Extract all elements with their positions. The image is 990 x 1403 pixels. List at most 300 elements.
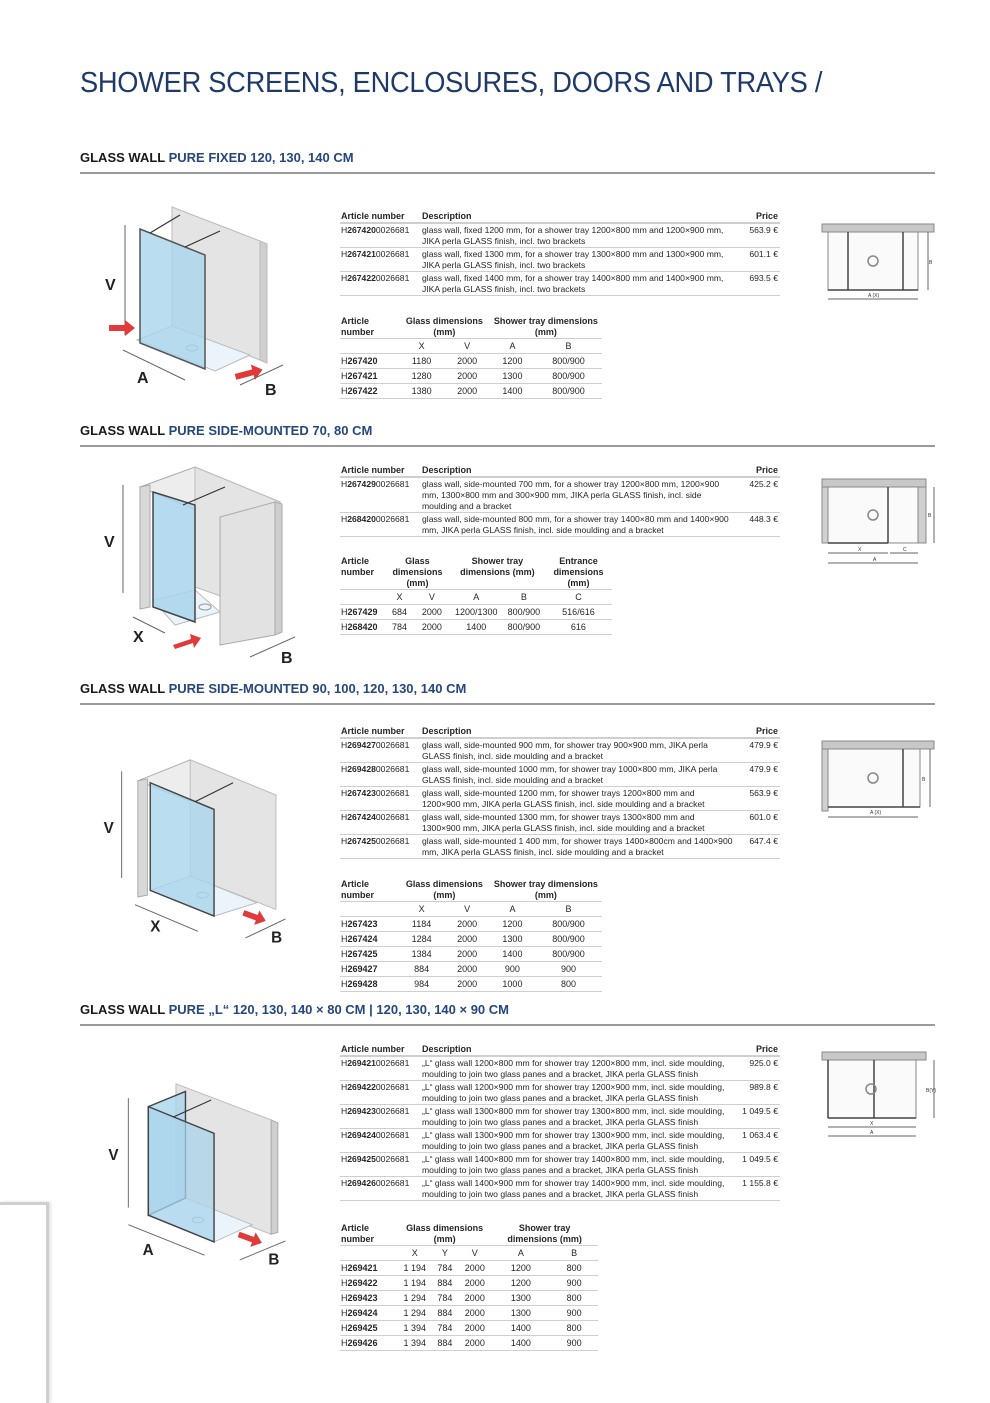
article-description: glass wall, side-mounted 1300 mm, for shower trays 1300×800 mm and 1300×900 mm, JIKA perla GLASS finish, incl. side moulding and a bracket bbox=[421, 811, 737, 835]
table-row bbox=[340, 763, 780, 787]
table-row bbox=[340, 1291, 598, 1306]
dim-col-label: V bbox=[444, 339, 490, 354]
table-row bbox=[340, 1261, 598, 1276]
dim-value: 784 bbox=[385, 620, 414, 635]
dim-col-label: V bbox=[414, 590, 450, 605]
article-suffix: 0026681 bbox=[375, 249, 410, 259]
diagram-label: X bbox=[870, 1121, 874, 1127]
diagram-label: X bbox=[133, 629, 144, 646]
article-code: 269428 bbox=[347, 979, 378, 989]
dimension-table bbox=[340, 556, 612, 635]
dim-value: 2000 bbox=[444, 917, 490, 932]
table-row bbox=[340, 835, 780, 859]
diagram-label: B bbox=[922, 777, 926, 783]
dim-value: 1184 bbox=[399, 917, 445, 932]
diagram-label: A (X) bbox=[870, 810, 882, 816]
plan-diagram bbox=[818, 475, 943, 570]
article-prefix: H bbox=[341, 1106, 348, 1116]
diagram-label: V bbox=[108, 1146, 119, 1164]
dim-value: 800/900 bbox=[535, 947, 602, 962]
dim-col-label: C bbox=[545, 590, 612, 605]
table-row bbox=[340, 947, 602, 962]
page-corner-bracket bbox=[0, 1202, 49, 1403]
article-number bbox=[340, 811, 421, 835]
article-prefix: H bbox=[341, 1263, 348, 1273]
dimension-table bbox=[340, 879, 602, 992]
heading-highlight: PURE FIXED 120, 130, 140 CM bbox=[168, 150, 354, 165]
diagram-shape bbox=[828, 487, 918, 543]
plan-diagram bbox=[818, 732, 943, 827]
article-prefix: H bbox=[341, 764, 348, 774]
article-number bbox=[340, 272, 421, 296]
article-code: 269425 bbox=[347, 1323, 378, 1333]
dim-value: 800 bbox=[550, 1261, 598, 1276]
article-price: 1 063.4 € bbox=[737, 1129, 780, 1153]
table-row bbox=[340, 1056, 780, 1081]
col-header-description: Description bbox=[421, 726, 737, 738]
dim-value: 1200 bbox=[491, 1261, 550, 1276]
dim-value: 800/900 bbox=[535, 917, 602, 932]
dim-value: 1300 bbox=[491, 1306, 550, 1321]
article-suffix: 0026681 bbox=[375, 812, 410, 822]
article-table bbox=[340, 726, 780, 859]
diagram-shape bbox=[822, 749, 828, 811]
article-suffix: 0026681 bbox=[375, 1106, 410, 1116]
article-table bbox=[340, 211, 780, 296]
article-code: 267421 bbox=[347, 371, 378, 381]
dim-col-label: B bbox=[535, 339, 602, 354]
dim-value: 1000 bbox=[490, 977, 535, 992]
dim-col-label: Y bbox=[432, 1246, 459, 1261]
dimension-table bbox=[340, 316, 602, 399]
dim-header-group: Shower tray dimensions (mm) bbox=[491, 1223, 598, 1246]
table-row bbox=[340, 605, 612, 620]
article-prefix: H bbox=[341, 964, 348, 974]
isometric-diagram bbox=[95, 740, 295, 955]
table-row bbox=[340, 1276, 598, 1291]
dim-value: 2000 bbox=[414, 605, 450, 620]
article-description: „L“ glass wall 1400×800 mm for shower tray 1400×800 mm, incl. side moulding, moulding to join two glass panes and a bracket, JIKA perla GLASS finish bbox=[421, 1153, 737, 1177]
dim-value: 1 194 bbox=[398, 1276, 432, 1291]
table-row bbox=[340, 354, 602, 369]
table-row bbox=[340, 811, 780, 835]
article-code: 267425 bbox=[347, 949, 378, 959]
article-number bbox=[340, 763, 421, 787]
article-price: 1 049.5 € bbox=[737, 1153, 780, 1177]
dim-header-group: Glass dimensions (mm) bbox=[399, 316, 490, 339]
article-prefix: H bbox=[341, 934, 348, 944]
article-prefix: H bbox=[341, 622, 348, 632]
article-number bbox=[340, 384, 399, 399]
article-description: „L“ glass wall 1300×800 mm for shower tray 1300×800 mm, incl. side moulding, moulding to join two glass panes and a bracket, JIKA perla GLASS finish bbox=[421, 1105, 737, 1129]
heading-prefix: GLASS WALL bbox=[80, 1002, 165, 1017]
dim-value: 784 bbox=[432, 1291, 459, 1306]
article-number bbox=[340, 1081, 421, 1105]
article-description: „L“ glass wall 1400×900 mm for shower tray 1400×900 mm, incl. side moulding, moulding to join two glass panes and a bracket, JIKA perla GLASS finish bbox=[421, 1177, 737, 1201]
table-row bbox=[340, 1177, 780, 1201]
dim-value: 1300 bbox=[491, 1291, 550, 1306]
entry-arrow bbox=[173, 634, 201, 649]
dim-value: 1384 bbox=[399, 947, 445, 962]
article-number bbox=[340, 605, 385, 620]
dim-header-group: Shower tray dimensions (mm) bbox=[490, 316, 602, 339]
article-number bbox=[340, 248, 421, 272]
col-header-description: Description bbox=[421, 1044, 737, 1056]
article-price: 425.2 € bbox=[737, 477, 780, 513]
article-code: 268420 bbox=[347, 514, 376, 524]
dim-value: 2000 bbox=[458, 1261, 491, 1276]
diagram-shape bbox=[140, 485, 150, 609]
diagram-label: B bbox=[929, 260, 933, 266]
heading-highlight: PURE SIDE-MOUNTED 70, 80 CM bbox=[168, 423, 373, 438]
article-number bbox=[340, 1177, 421, 1201]
section-heading bbox=[80, 423, 935, 447]
dim-col-label: B bbox=[550, 1246, 598, 1261]
article-number bbox=[340, 1306, 398, 1321]
dim-value: 1400 bbox=[490, 384, 535, 399]
article-number bbox=[340, 620, 385, 635]
dim-value: 900 bbox=[535, 962, 602, 977]
diagram-label: A bbox=[137, 370, 149, 387]
article-number bbox=[340, 947, 399, 962]
article-code: 269423 bbox=[347, 1106, 376, 1116]
dim-header-group: Glass dimensions (mm) bbox=[399, 879, 490, 902]
table-row bbox=[340, 1081, 780, 1105]
col-header-price: Price bbox=[737, 726, 780, 738]
heading-highlight: PURE „L“ 120, 130, 140 × 80 CM | 120, 130, 140 × 90 CM bbox=[168, 1002, 509, 1017]
article-prefix: H bbox=[341, 1130, 348, 1140]
diagram-label: X bbox=[858, 547, 862, 553]
article-suffix: 0026681 bbox=[375, 1178, 410, 1188]
article-table bbox=[340, 1044, 780, 1201]
dim-value: 800 bbox=[535, 977, 602, 992]
article-prefix: H bbox=[341, 949, 348, 959]
diagram-label: B bbox=[928, 513, 932, 519]
diagram-shape bbox=[822, 479, 926, 487]
article-code: 267423 bbox=[347, 919, 378, 929]
dim-value: 800 bbox=[550, 1321, 598, 1336]
dim-value: 1200 bbox=[491, 1276, 550, 1291]
article-prefix: H bbox=[341, 225, 348, 235]
dim-value: 2000 bbox=[458, 1336, 491, 1351]
article-prefix: H bbox=[341, 979, 348, 989]
article-description: glass wall, fixed 1400 mm, for a shower tray 1400×800 mm and 1400×900 mm, JIKA perla GLASS finish, incl. two brackets bbox=[421, 272, 737, 296]
diagram-label: V bbox=[104, 534, 115, 551]
dim-col-label: A bbox=[490, 902, 535, 917]
diagram-shape bbox=[822, 224, 934, 232]
dim-value: 2000 bbox=[414, 620, 450, 635]
dim-header-article: Article number bbox=[340, 879, 399, 902]
dim-value: 684 bbox=[385, 605, 414, 620]
article-code: 267425 bbox=[347, 836, 376, 846]
table-row bbox=[340, 917, 602, 932]
dim-value: 884 bbox=[399, 962, 445, 977]
article-code: 269428 bbox=[347, 764, 376, 774]
dim-value: 2000 bbox=[444, 369, 490, 384]
article-code: 267422 bbox=[347, 386, 378, 396]
article-number bbox=[340, 835, 421, 859]
article-suffix: 0026681 bbox=[375, 1082, 410, 1092]
isometric-diagram bbox=[95, 457, 295, 672]
article-number bbox=[340, 1153, 421, 1177]
article-description: glass wall, side-mounted 1 400 mm, for shower trays 1400×800cm and 1400×900 mm, JIKA perla GLASS finish, incl. side moulding and a bracket bbox=[421, 835, 737, 859]
dim-value: 516/616 bbox=[545, 605, 612, 620]
page-title: SHOWER SCREENS, ENCLOSURES, DOORS AND TRAYS / bbox=[80, 67, 823, 100]
article-price: 1 049.5 € bbox=[737, 1105, 780, 1129]
diagram-shape bbox=[135, 905, 198, 932]
article-number bbox=[340, 1276, 398, 1291]
table-row bbox=[340, 932, 602, 947]
table-row bbox=[340, 620, 612, 635]
diagram-label: B bbox=[271, 929, 283, 947]
dim-col-label: X bbox=[385, 590, 414, 605]
diagram-shape bbox=[220, 502, 275, 645]
table-row bbox=[340, 977, 602, 992]
article-prefix: H bbox=[341, 1178, 348, 1188]
article-suffix: 0026681 bbox=[375, 1154, 410, 1164]
diagram-shape bbox=[153, 492, 195, 622]
article-suffix: 0026681 bbox=[375, 1058, 410, 1068]
article-prefix: H bbox=[341, 1154, 348, 1164]
article-prefix: H bbox=[341, 1308, 348, 1318]
article-code: 267420 bbox=[347, 356, 378, 366]
article-number bbox=[340, 962, 399, 977]
col-header-price: Price bbox=[737, 211, 780, 223]
article-description: glass wall, side-mounted 1000 mm, for shower tray 1000×800 mm, JIKA perla GLASS finish, incl. side moulding and a bracket bbox=[421, 763, 737, 787]
article-description: glass wall, side-mounted 700 mm, for a shower tray 1200×800 mm, 1200×900 mm, 1300×800 mm and 300×900 mm, JIKA perla GLASS finish, incl. side moulding and a bracket bbox=[421, 477, 737, 513]
dim-value: 1 394 bbox=[398, 1321, 432, 1336]
article-price: 479.9 € bbox=[737, 738, 780, 763]
article-prefix: H bbox=[341, 249, 348, 259]
heading-prefix: GLASS WALL bbox=[80, 681, 165, 696]
article-number bbox=[340, 1261, 398, 1276]
diagram-shape bbox=[822, 1052, 926, 1060]
diagram-label: A (X) bbox=[868, 293, 880, 299]
article-price: 693.5 € bbox=[737, 272, 780, 296]
dim-value: 800/900 bbox=[535, 354, 602, 369]
table-row bbox=[340, 369, 602, 384]
diagram-shape bbox=[822, 487, 828, 543]
article-prefix: H bbox=[341, 1293, 348, 1303]
article-description: glass wall, side-mounted 1200 mm, for shower trays 1200×800 mm and 1200×900 mm, JIKA perla GLASS finish, incl. side moulding and a bracket bbox=[421, 787, 737, 811]
diagram-shape bbox=[828, 1060, 916, 1118]
dim-value: 1200 bbox=[490, 917, 535, 932]
article-number bbox=[340, 917, 399, 932]
article-prefix: H bbox=[341, 1278, 348, 1288]
dim-value: 2000 bbox=[444, 962, 490, 977]
dim-value: 884 bbox=[432, 1306, 459, 1321]
dim-col-label: B bbox=[503, 590, 545, 605]
article-number bbox=[340, 977, 399, 992]
dim-value: 1200 bbox=[490, 354, 535, 369]
dim-value: 1380 bbox=[399, 384, 445, 399]
diagram-shape bbox=[918, 487, 926, 543]
plan-diagram bbox=[818, 215, 943, 310]
diagram-label: A bbox=[873, 557, 877, 563]
dim-value: 2000 bbox=[458, 1306, 491, 1321]
article-number bbox=[340, 1336, 398, 1351]
dim-value: 900 bbox=[490, 962, 535, 977]
table-row bbox=[340, 1336, 598, 1351]
dim-value: 784 bbox=[432, 1321, 459, 1336]
dim-value: 1284 bbox=[399, 932, 445, 947]
dim-value: 2000 bbox=[444, 977, 490, 992]
article-prefix: H bbox=[341, 1323, 348, 1333]
article-code: 269424 bbox=[347, 1308, 378, 1318]
article-code: 267420 bbox=[347, 225, 376, 235]
dim-value: 1 394 bbox=[398, 1336, 432, 1351]
dim-value: 2000 bbox=[444, 354, 490, 369]
dim-value: 1200/1300 bbox=[450, 605, 503, 620]
article-description: glass wall, fixed 1300 mm, for a shower tray 1300×800 mm and 1300×900 mm, JIKA perla GLASS finish, incl. two brackets bbox=[421, 248, 737, 272]
col-header-article: Article number bbox=[340, 726, 421, 738]
table-row bbox=[340, 477, 780, 513]
table-row bbox=[340, 513, 780, 537]
article-price: 647.4 € bbox=[737, 835, 780, 859]
article-code: 267429 bbox=[347, 479, 376, 489]
article-code: 269427 bbox=[347, 740, 376, 750]
article-table bbox=[340, 465, 780, 537]
diagram-label: B(Y) bbox=[926, 1088, 936, 1094]
article-number bbox=[340, 477, 421, 513]
col-header-price: Price bbox=[737, 465, 780, 477]
col-header-price: Price bbox=[737, 1044, 780, 1056]
article-price: 448.3 € bbox=[737, 513, 780, 537]
article-prefix: H bbox=[341, 836, 348, 846]
dim-value: 1400 bbox=[450, 620, 503, 635]
table-row bbox=[340, 787, 780, 811]
article-code: 269424 bbox=[347, 1130, 376, 1140]
dim-header-group: Entrance dimensions (mm) bbox=[545, 556, 612, 590]
dim-value: 800/900 bbox=[535, 369, 602, 384]
dim-col-label: X bbox=[398, 1246, 432, 1261]
dim-header-group: Glass dimensions (mm) bbox=[398, 1223, 491, 1246]
col-header-description: Description bbox=[421, 465, 737, 477]
article-number bbox=[340, 787, 421, 811]
dim-col-label: A bbox=[490, 339, 535, 354]
dim-value: 1180 bbox=[399, 354, 445, 369]
dim-value: 884 bbox=[432, 1336, 459, 1351]
article-code: 269423 bbox=[347, 1293, 378, 1303]
article-suffix: 0026681 bbox=[375, 225, 410, 235]
article-prefix: H bbox=[341, 1058, 348, 1068]
article-prefix: H bbox=[341, 479, 348, 489]
dim-value: 2000 bbox=[444, 932, 490, 947]
article-price: 563.9 € bbox=[737, 223, 780, 248]
article-number bbox=[340, 223, 421, 248]
diagram-label: B bbox=[265, 382, 277, 399]
article-number bbox=[340, 1056, 421, 1081]
article-price: 601.1 € bbox=[737, 248, 780, 272]
article-suffix: 0026681 bbox=[375, 836, 410, 846]
dim-value: 2000 bbox=[444, 947, 490, 962]
table-row bbox=[340, 384, 602, 399]
dim-value: 2000 bbox=[458, 1291, 491, 1306]
article-code: 269422 bbox=[347, 1082, 376, 1092]
diagram-label: X bbox=[150, 918, 161, 936]
article-description: „L“ glass wall 1200×800 mm for shower tray 1200×800 mm, incl. side moulding, moulding to join two glass panes and a bracket, JIKA perla GLASS finish bbox=[421, 1056, 737, 1081]
dim-value: 616 bbox=[545, 620, 612, 635]
article-prefix: H bbox=[341, 386, 348, 396]
dim-value: 800/900 bbox=[535, 384, 602, 399]
article-price: 925.0 € bbox=[737, 1056, 780, 1081]
article-number bbox=[340, 1129, 421, 1153]
dim-header-article: Article number bbox=[340, 316, 399, 339]
article-suffix: 0026681 bbox=[375, 514, 410, 524]
table-row bbox=[340, 1129, 780, 1153]
dim-col-label: A bbox=[450, 590, 503, 605]
article-number bbox=[340, 1291, 398, 1306]
table-row bbox=[340, 738, 780, 763]
dim-col-label: X bbox=[399, 339, 445, 354]
article-code: 269421 bbox=[347, 1263, 378, 1273]
table-row bbox=[340, 1306, 598, 1321]
table-row bbox=[340, 962, 602, 977]
col-header-article: Article number bbox=[340, 465, 421, 477]
dim-value: 800 bbox=[550, 1291, 598, 1306]
section-heading bbox=[80, 1002, 935, 1026]
entry-arrow bbox=[241, 906, 269, 928]
diagram-label: A bbox=[142, 1242, 154, 1260]
diagram-shape bbox=[822, 741, 934, 749]
dim-value: 1 194 bbox=[398, 1261, 432, 1276]
entry-arrow bbox=[109, 320, 135, 336]
article-code: 267422 bbox=[347, 273, 376, 283]
heading-prefix: GLASS WALL bbox=[80, 423, 165, 438]
isometric-diagram bbox=[95, 195, 295, 410]
article-code: 268420 bbox=[347, 622, 378, 632]
article-prefix: H bbox=[341, 356, 348, 366]
dim-value: 900 bbox=[550, 1306, 598, 1321]
diagram-shape bbox=[271, 1120, 278, 1234]
dim-value: 1300 bbox=[490, 369, 535, 384]
dim-value: 784 bbox=[432, 1261, 459, 1276]
diagram-shape bbox=[828, 232, 918, 290]
dim-value: 800/900 bbox=[503, 620, 545, 635]
article-suffix: 0026681 bbox=[375, 479, 410, 489]
entry-arrow bbox=[236, 1227, 264, 1250]
article-number bbox=[340, 738, 421, 763]
dim-header-group: Shower tray dimensions (mm) bbox=[450, 556, 545, 590]
dim-value: 2000 bbox=[458, 1276, 491, 1291]
table-row bbox=[340, 272, 780, 296]
article-suffix: 0026681 bbox=[375, 764, 410, 774]
dim-col-label: X bbox=[399, 902, 445, 917]
table-row bbox=[340, 223, 780, 248]
dim-col-label: B bbox=[535, 902, 602, 917]
dim-header-article: Article number bbox=[340, 1223, 398, 1246]
diagram-label: A bbox=[870, 1130, 874, 1136]
article-number bbox=[340, 1105, 421, 1129]
article-price: 479.9 € bbox=[737, 763, 780, 787]
article-code: 267429 bbox=[347, 607, 378, 617]
article-prefix: H bbox=[341, 273, 348, 283]
article-prefix: H bbox=[341, 812, 348, 822]
diagram-label: C bbox=[903, 547, 907, 553]
dim-label-v: V bbox=[105, 277, 116, 294]
dim-value: 900 bbox=[550, 1336, 598, 1351]
dim-col-label: V bbox=[458, 1246, 491, 1261]
article-suffix: 0026681 bbox=[375, 740, 410, 750]
dim-col-label: A bbox=[491, 1246, 550, 1261]
dim-header-group: Shower tray dimensions (mm) bbox=[490, 879, 602, 902]
article-prefix: H bbox=[341, 1082, 348, 1092]
dim-value: 2000 bbox=[444, 384, 490, 399]
article-suffix: 0026681 bbox=[375, 273, 410, 283]
plan-diagram bbox=[818, 1048, 943, 1143]
dim-header-group: Glass dimensions (mm) bbox=[385, 556, 450, 590]
article-code: 269421 bbox=[347, 1058, 376, 1068]
